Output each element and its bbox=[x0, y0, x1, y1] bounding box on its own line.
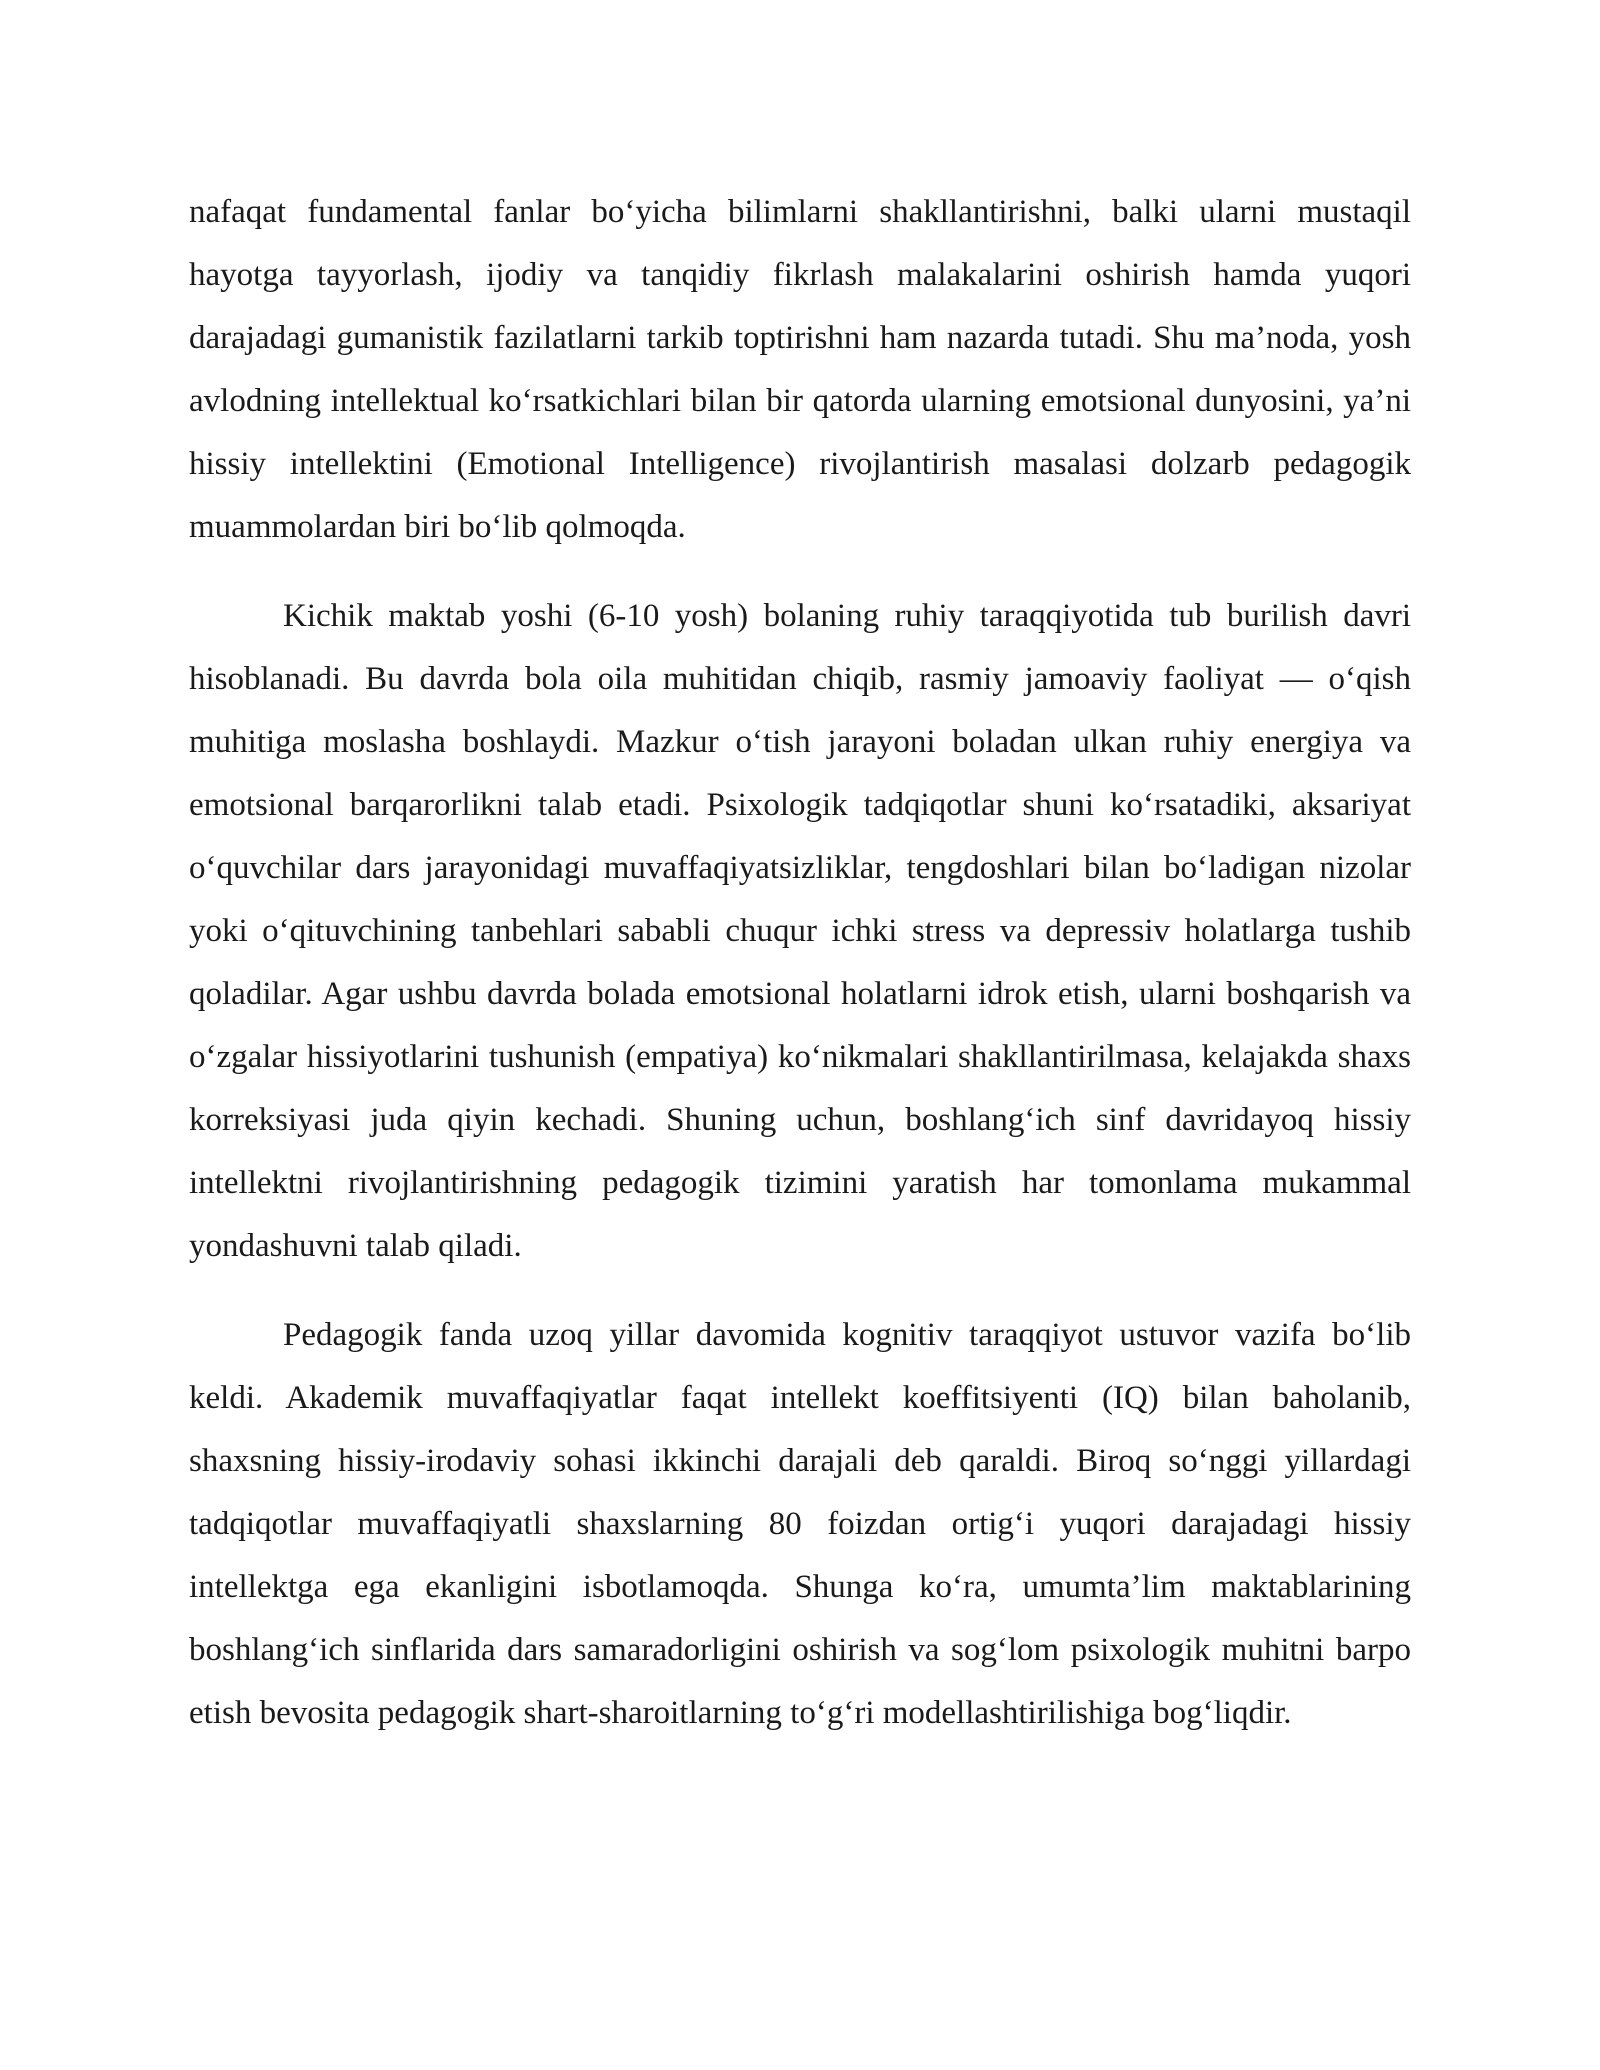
paragraph-1: nafaqat fundamental fanlar bo‘yicha bilimlarni shakllantirishni, balki ularni mustaqil hayotga tayyorlash, ijodiy va tanqidiy fikrlash malakalarini oshirish hamda yuqori darajadagi gumanistik fazilatlarni tarkib toptirishni ham nazarda tutadi. Shu ma’noda, yosh avlodning intellektual ko‘rsatkichlari bilan bir qatorda ularning emotsional dunyosini, ya’ni hissiy intellektini (Emotional Intelligence) rivojlantirish masalasi dolzarb pedagogik muammolardan biri bo‘lib qolmoqda. bbox=[189, 194, 1411, 545]
paragraph-2: Kichik maktab yoshi (6-10 yosh) bolaning ruhiy taraqqiyotida tub burilish davri hisoblanadi. Bu davrda bola oila muhitidan chiqib, rasmiy jamoaviy faoliyat — o‘qish muhitiga moslasha boshlaydi. Mazkur o‘tish jarayoni boladan ulkan ruhiy energiya va emotsional barqarorlikni talab etadi. Psixologik tadqiqotlar shuni ko‘rsatadiki, aksariyat o‘quvchilar dars jarayonidagi muvaffaqiyatsizliklar, tengdoshlari bilan bo‘ladigan nizolar yoki o‘qituvchining tanbehlari sababli chuqur ichki stress va depressiv holatlarga tushib qoladilar. Agar ushbu davrda bolada emotsional holatlarni idrok etish, ularni boshqarish va o‘zgalar hissiyotlarini tushunish (empatiya) ko‘nikmalari shakllantirilmasa, kelajakda shaxs korreksiyasi juda qiyin kechadi. Shuning uchun, boshlang‘ich sinf davridayoq hissiy intellektni rivojlantirishning pedagogik tizimini yaratish har tomonlama mukammal yondashuvni talab qiladi. bbox=[189, 598, 1411, 1264]
paragraph-3: Pedagogik fanda uzoq yillar davomida kognitiv taraqqiyot ustuvor vazifa bo‘lib keldi. Akademik muvaffaqiyatlar faqat intellekt koeffitsiyenti (IQ) bilan baholanib, shaxsning hissiy-irodaviy sohasi ikkinchi darajali deb qaraldi. Biroq so‘nggi yillardagi tadqiqotlar muvaffaqiyatli shaxslarning 80 foizdan ortig‘i yuqori darajadagi hissiy intellektga ega ekanligini isbotlamoqda. Shunga ko‘ra, umumta’lim maktablarining boshlang‘ich sinflarida dars samaradorligini oshirish va sog‘lom psixologik muhitni barpo etish bevosita pedagogik shart-sharoitlarning to‘g‘ri modellashtirilishiga bog‘liqdir. bbox=[189, 1317, 1411, 1731]
body-text bbox=[189, 181, 1411, 1771]
